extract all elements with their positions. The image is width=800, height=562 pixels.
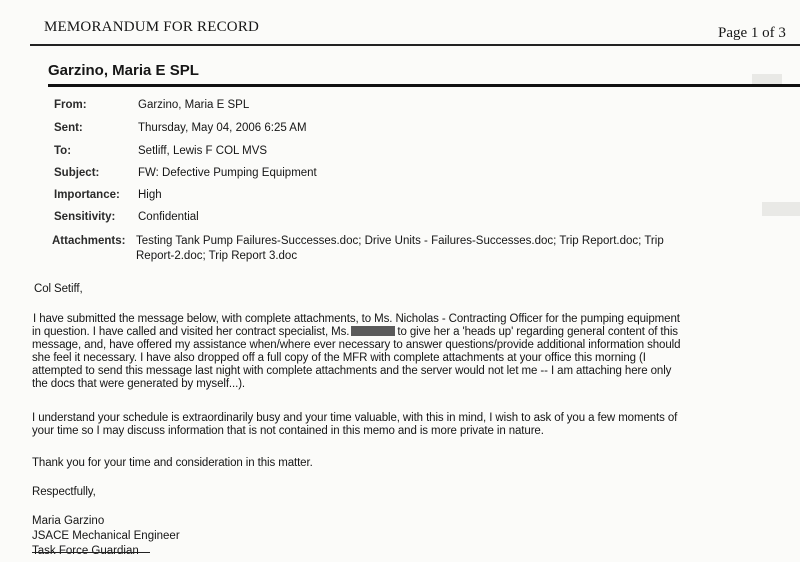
greeting: Col Setiff,	[34, 283, 83, 295]
importance-label: Importance:	[54, 189, 120, 201]
from-value: Garzino, Maria E SPL	[138, 99, 250, 111]
paragraph-2-line: your time so I may discuss information that is not contained in this memo and is more private in nature.	[32, 425, 544, 437]
header-divider	[30, 44, 800, 46]
page-number: Page 1 of 3	[718, 25, 786, 41]
closing: Respectfully,	[32, 486, 96, 498]
paragraph-1-line: in question. I have called and visited her contract specialist, Ms. to give her a 'heads up' regarding general content of this	[32, 326, 678, 338]
paragraph-1-line: attempted to send this message last night with complete attachments and the server would not let me -- I am attaching here only	[32, 365, 672, 377]
subject-label: Subject:	[54, 167, 100, 179]
paragraph-1-line: she feel it necessary. I have also dropped off a full copy of the MFR with complete attachments at your office this morning (I	[32, 352, 646, 364]
redacted-name	[351, 326, 395, 336]
attachments-line-1: Testing Tank Pump Failures-Successes.doc; Drive Units - Failures-Successes.doc; Trip Report.doc; Trip	[136, 235, 664, 247]
sent-label: Sent:	[54, 122, 83, 134]
signature-underline	[32, 552, 150, 553]
sent-value: Thursday, May 04, 2006 6:25 AM	[138, 122, 307, 134]
paragraph-3: Thank you for your time and consideration in this matter.	[32, 457, 313, 469]
attachments-label: Attachments:	[52, 235, 126, 247]
attachments-line-2: Report-2.doc; Trip Report 3.doc	[136, 250, 298, 262]
paragraph-1-line: message, and, have offered my assistance when/where ever necessary to answer questions/provide additional information should	[32, 339, 681, 351]
to-label: To:	[54, 145, 72, 157]
subject-value: FW: Defective Pumping Equipment	[138, 167, 317, 179]
importance-value: High	[138, 189, 162, 201]
sensitivity-value: Confidential	[138, 211, 199, 223]
from-label: From:	[54, 99, 87, 111]
to-value: Setliff, Lewis F COL MVS	[138, 145, 268, 157]
sender-divider	[48, 84, 800, 87]
memo-title: MEMORANDUM FOR RECORD	[44, 19, 260, 35]
sensitivity-label: Sensitivity:	[54, 211, 116, 223]
paragraph-2-line: I understand your schedule is extraordinarily busy and your time valuable, with this in mind, I wish to ask of you a few moments of	[32, 412, 678, 424]
scan-smudge	[762, 202, 800, 216]
sender-name: Garzino, Maria E SPL	[48, 62, 199, 79]
signature-org: Task Force Guardian	[32, 545, 139, 557]
signature-title: JSACE Mechanical Engineer	[32, 530, 180, 542]
paragraph-1-line: I have submitted the message below, with complete attachments, to Ms. Nicholas - Contracting Officer for the pumping equipment	[33, 313, 680, 325]
paragraph-1-line: the docs that were generated by myself...).	[32, 378, 246, 390]
scan-smudge	[752, 74, 782, 84]
signature-name: Maria Garzino	[32, 515, 105, 527]
